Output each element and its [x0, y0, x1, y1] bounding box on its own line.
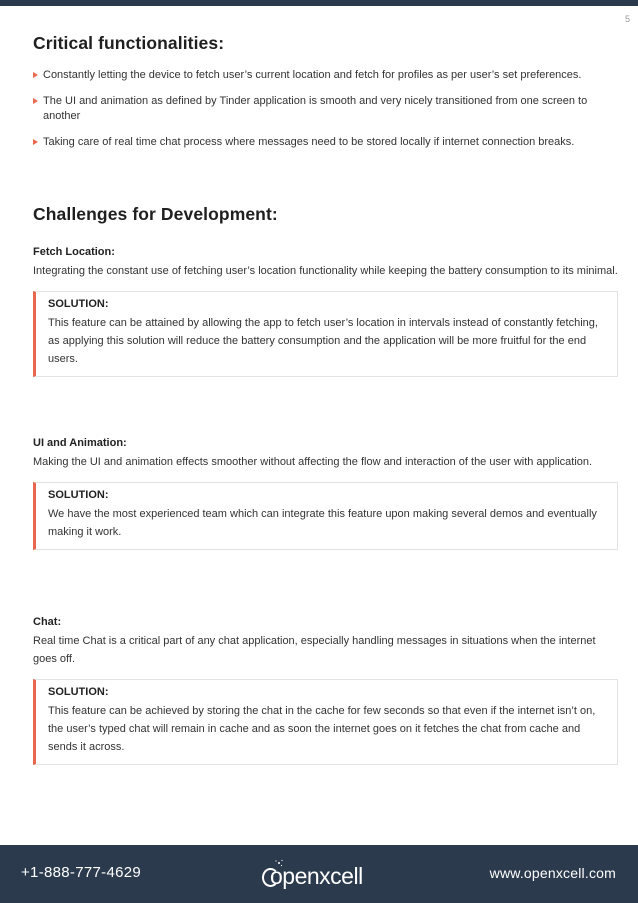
critical-title: Critical functionalities: [33, 33, 225, 53]
footer-website-link[interactable]: www.openxcell.com [489, 865, 616, 881]
challenge-description: Making the UI and animation effects smoother without affecting the flow and interaction of the user with application. [33, 456, 593, 468]
solution-text: This feature can be attained by allowing the app to fetch user’s location in intervals instead of constantly fetching, as applying this solution will reduce the battery consumption and the application will be more fruitful for the end users. [48, 317, 598, 365]
challenge-heading: UI and Animation: [33, 437, 127, 449]
list-item-text: Constantly letting the device to fetch user’s current location and fetch for profiles as per user’s set preferences. [43, 69, 582, 81]
solution-box [33, 291, 618, 377]
critical-list [33, 68, 613, 150]
solution-box [33, 679, 618, 765]
logo-text: openxcell [270, 863, 363, 889]
top-bar [0, 0, 638, 6]
solution-text: This feature can be achieved by storing the chat in the cache for few seconds so that even if the internet isn’t on, the user’s typed chat will remain in cache and as soon the internet goes on it fetches the chat from cache and sends it across. [48, 705, 596, 753]
list-item [33, 94, 613, 125]
challenge-description: Real time Chat is a critical part of any chat application, especially handling messages in situations when the internet goes off. [33, 635, 596, 665]
challenge-heading: Fetch Location: [33, 246, 115, 258]
challenge-chat [33, 616, 618, 765]
page-number: 5 [624, 14, 630, 24]
challenge-ui-animation [33, 437, 618, 550]
challenge-heading: Chat: [33, 616, 62, 628]
openxcell-logo [262, 857, 382, 893]
challenges-title: Challenges for Development: [33, 204, 278, 224]
list-item [33, 135, 613, 151]
bullet-arrow-icon [33, 139, 38, 145]
bullet-arrow-icon [33, 72, 38, 78]
solution-label: SOLUTION: [48, 298, 109, 310]
solution-box [33, 482, 618, 550]
footer [0, 845, 638, 903]
challenges-header [33, 204, 618, 225]
solution-label: SOLUTION: [48, 686, 109, 698]
list-item-text: Taking care of real time chat process where messages need to be stored locally if internet connection breaks. [43, 135, 575, 148]
bullet-arrow-icon [33, 98, 38, 104]
challenge-fetch-location [33, 246, 618, 377]
footer-phone: +1-888-777-4629 [21, 864, 142, 881]
solution-label: SOLUTION: [48, 489, 109, 501]
list-item-text: The UI and animation as defined by Tinder application is smooth and very nicely transitioned from one screen to another [43, 94, 588, 122]
challenge-description: Integrating the constant use of fetching user’s location functionality while keeping the battery consumption to its minimal. [33, 265, 618, 277]
list-item [33, 68, 613, 84]
solution-text: We have the most experienced team which can integrate this feature upon making several demos and eventually making it work. [48, 508, 597, 538]
critical-functionalities-section [33, 33, 613, 160]
